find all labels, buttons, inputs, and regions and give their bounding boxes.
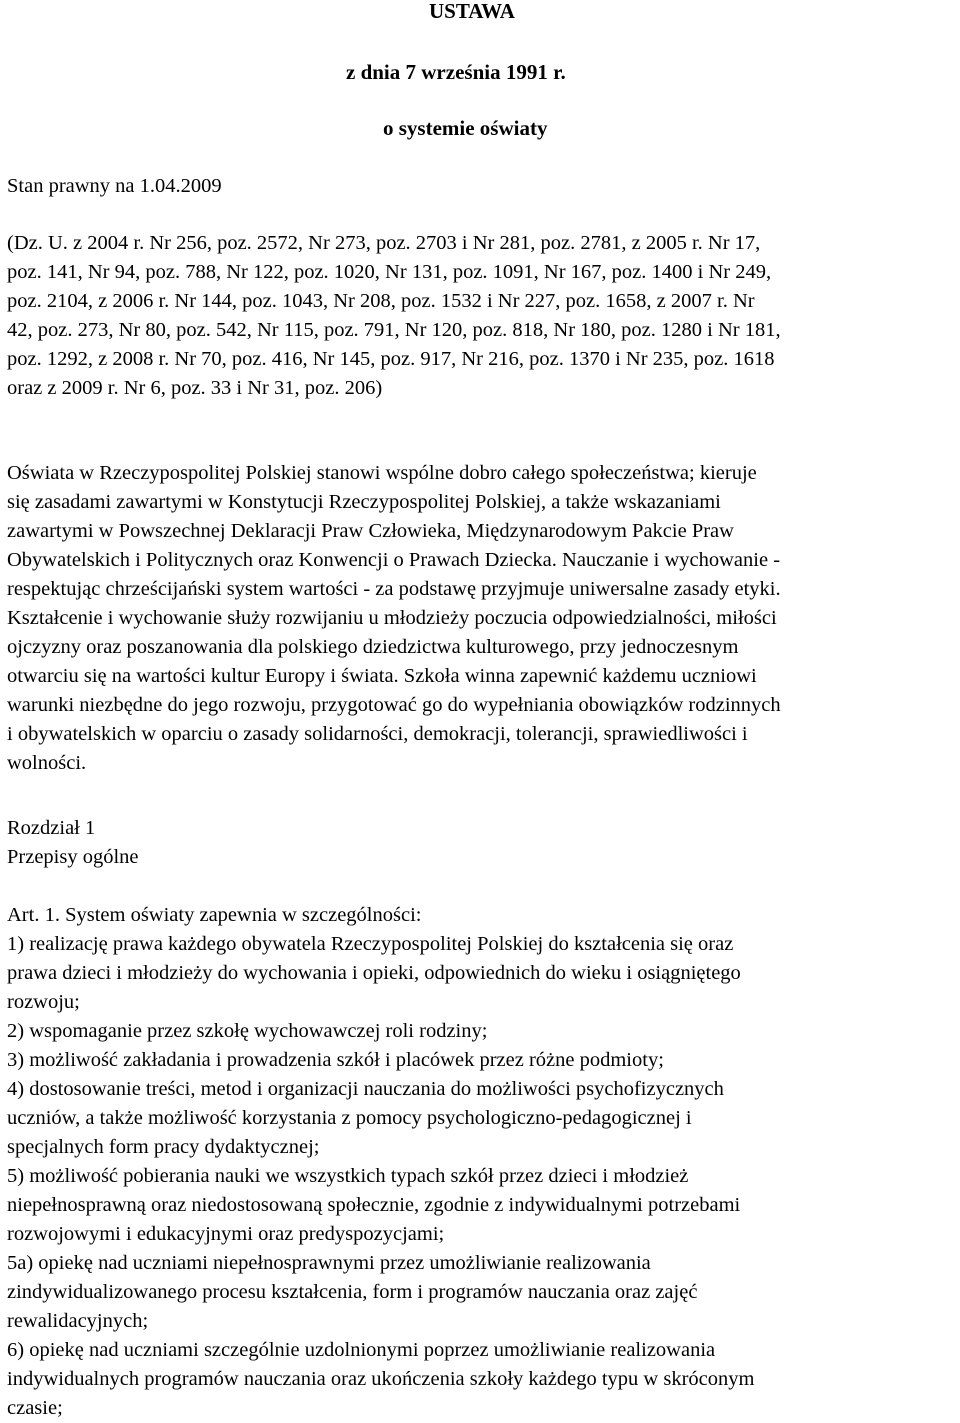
act-date: z dnia 7 września 1991 r. bbox=[346, 60, 566, 84]
chapter-title: Przepisy ogólne bbox=[7, 846, 139, 868]
article-line: rewalidacyjnych; bbox=[7, 1310, 149, 1332]
publication-reference-line: poz. 2104, z 2006 r. Nr 144, poz. 1043, Nr 208, poz. 1532 i Nr 227, poz. 1658, z 2007 r. Nr bbox=[7, 290, 755, 312]
article-line: 3) możliwość zakładania i prowadzenia szkół i placówek przez różne podmioty; bbox=[7, 1049, 664, 1071]
preamble-line: otwarciu się na wartości kultur Europy i świata. Szkoła winna zapewnić każdemu uczniowi bbox=[7, 665, 757, 687]
article-line: zindywidualizowanego procesu kształcenia, form i programów nauczania oraz zajęć bbox=[7, 1281, 698, 1303]
preamble-line: i obywatelskich w oparciu o zasady solidarności, demokracji, tolerancji, sprawiedliwości i bbox=[7, 723, 748, 745]
legal-status: Stan prawny na 1.04.2009 bbox=[7, 175, 222, 197]
article-line: czasie; bbox=[7, 1397, 63, 1419]
chapter-number: Rozdział 1 bbox=[7, 817, 96, 839]
article-line: 4) dostosowanie treści, metod i organizacji nauczania do możliwości psychofizycznych bbox=[7, 1078, 724, 1100]
preamble-line: się zasadami zawartymi w Konstytucji Rzeczypospolitej Polskiej, a także wskazaniami bbox=[7, 491, 721, 513]
act-subject: o systemie oświaty bbox=[383, 116, 548, 140]
article-line: 1) realizację prawa każdego obywatela Rzeczypospolitej Polskiej do kształcenia się oraz bbox=[7, 933, 734, 955]
publication-reference bbox=[7, 229, 957, 403]
publication-reference-line: poz. 1292, z 2008 r. Nr 70, poz. 416, Nr 145, poz. 917, Nr 216, poz. 1370 i Nr 235, poz. 1618 bbox=[7, 348, 775, 370]
preamble bbox=[7, 459, 957, 778]
publication-reference-line: 42, poz. 273, Nr 80, poz. 542, Nr 115, poz. 791, Nr 120, poz. 818, Nr 180, poz. 1280 i Nr 181, bbox=[7, 319, 781, 341]
publication-reference-line: oraz z 2009 r. Nr 6, poz. 33 i Nr 31, poz. 206) bbox=[7, 377, 383, 399]
article-line: 5a) opiekę nad uczniami niepełnosprawnymi przez umożliwianie realizowania bbox=[7, 1252, 651, 1274]
article-1 bbox=[7, 901, 957, 1423]
preamble-line: wolności. bbox=[7, 752, 87, 774]
preamble-line: Kształcenie i wychowanie służy rozwijaniu u młodzieży poczucia odpowiedzialności, miłości bbox=[7, 607, 777, 629]
article-line: rozwoju; bbox=[7, 991, 80, 1013]
preamble-line: warunki niezbędne do jego rozwoju, przygotować go do wypełniania obowiązków rodzinnych bbox=[7, 694, 781, 716]
chapter-heading bbox=[7, 814, 957, 872]
publication-reference-line: poz. 141, Nr 94, poz. 788, Nr 122, poz. 1020, Nr 131, poz. 1091, Nr 167, poz. 1400 i Nr 249, bbox=[7, 261, 772, 283]
article-line: 5) możliwość pobierania nauki we wszystkich typach szkół przez dzieci i młodzież bbox=[7, 1165, 689, 1187]
article-line: uczniów, a także możliwość korzystania z pomocy psychologiczno-pedagogicznej i bbox=[7, 1107, 692, 1129]
article-line: indywidualnych programów nauczania oraz ukończenia szkoły każdego typu w skróconym bbox=[7, 1368, 755, 1390]
publication-reference-line: (Dz. U. z 2004 r. Nr 256, poz. 2572, Nr 273, poz. 2703 i Nr 281, poz. 2781, z 2005 r. Nr 17, bbox=[7, 232, 761, 254]
act-title: USTAWA bbox=[429, 0, 515, 23]
article-line: 6) opiekę nad uczniami szczególnie uzdolnionymi poprzez umożliwianie realizowania bbox=[7, 1339, 716, 1361]
preamble-line: Oświata w Rzeczypospolitej Polskiej stanowi wspólne dobro całego społeczeństwa; kieruje bbox=[7, 462, 757, 484]
article-line: niepełnosprawną oraz niedostosowaną społecznie, zgodnie z indywidualnymi potrzebami bbox=[7, 1194, 741, 1216]
article-line: rozwojowymi i edukacyjnymi oraz predyspozycjami; bbox=[7, 1223, 445, 1245]
preamble-line: respektując chrześcijański system wartości - za podstawę przyjmuje uniwersalne zasady etyki. bbox=[7, 578, 781, 600]
preamble-line: zawartymi w Powszechnej Deklaracji Praw Człowieka, Międzynarodowym Pakcie Praw bbox=[7, 520, 734, 542]
article-line: prawa dzieci i młodzieży do wychowania i opieki, odpowiednich do wieku i osiągniętego bbox=[7, 962, 741, 984]
article-line: 2) wspomaganie przez szkołę wychowawczej roli rodziny; bbox=[7, 1020, 488, 1042]
article-line: specjalnych form pracy dydaktycznej; bbox=[7, 1136, 320, 1158]
preamble-line: Obywatelskich i Politycznych oraz Konwencji o Prawach Dziecka. Nauczanie i wychowanie - bbox=[7, 549, 781, 571]
preamble-line: ojczyzny oraz poszanowania dla polskiego dziedzictwa kulturowego, przy jednoczesnym bbox=[7, 636, 739, 658]
article-heading: Art. 1. System oświaty zapewnia w szczególności: bbox=[7, 904, 422, 926]
